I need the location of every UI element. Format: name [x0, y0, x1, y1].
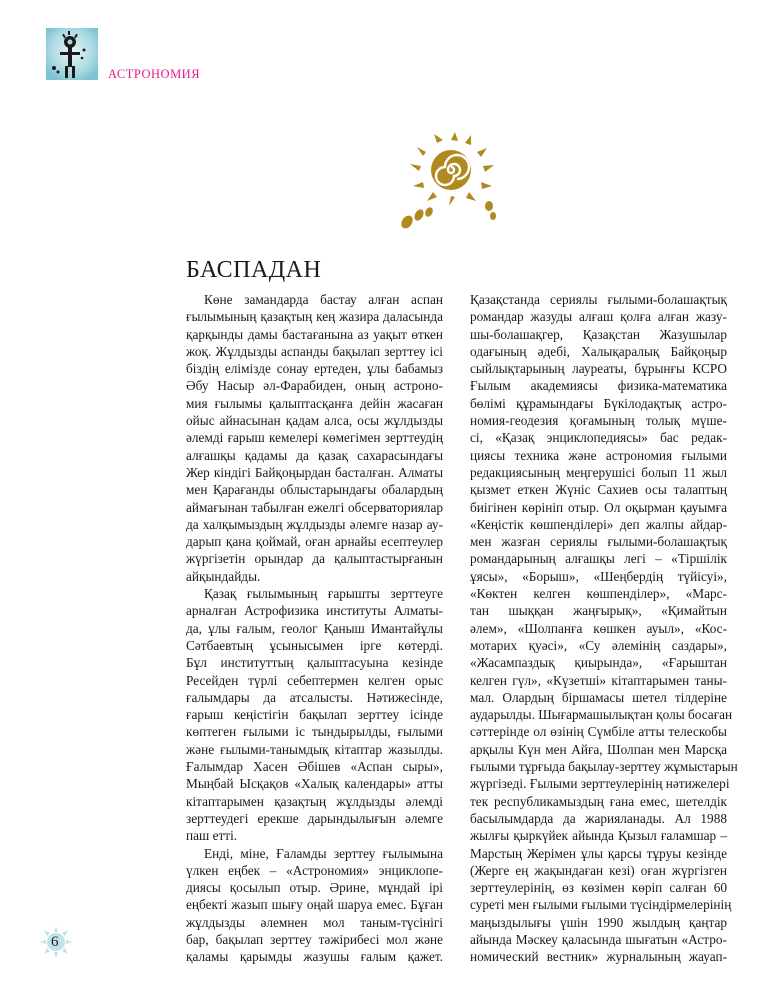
text-line: суреті мен ғылыми ғылыми түсіндірмелерінің — [470, 897, 732, 913]
text-line: Марстың Жерімен ұлы қарсы тұруы кезінде — [470, 845, 727, 861]
text-line: Енді, міне, Ғаламды зерттеу ғылымына — [204, 845, 443, 861]
text-line: Сәтбаевтың ұсынысымен ірге көтерді. — [186, 637, 443, 653]
text-line: қызмет еткен Жүніс Сахиев осы талаптың — [470, 482, 727, 498]
text-line: романдарының алғашқы легі – «Тіршілік — [470, 551, 727, 567]
text-line: номический вестник» журналының жауап- — [470, 949, 727, 965]
text-line: жылғы қыркүйек айында Қызыл ғаламшар – — [470, 828, 727, 844]
text-line: Қазақстанда сериялы ғылыми-болашақтық — [470, 292, 727, 307]
text-line: сәттерінде ол өзінің Сүмбіле атты телескобы — [470, 724, 727, 740]
text-line: мен жазған сериялы ғылыми-болашақтық — [470, 534, 727, 550]
text-line: көптеген ғылыми іс тындырылды, ғылыми — [186, 724, 443, 740]
text-line: әлем», «Шолпанға көшкен ауыл», «Кос- — [470, 620, 727, 636]
text-line: тек республикамыздың ғана емес, шетелдік — [470, 793, 727, 809]
text-line: ұясы», «Борыш», «Шеңбердің түйісуі», — [470, 568, 727, 584]
text-line: Әбу Насыр әл-Фарабиден, оның астроно- — [186, 378, 443, 394]
text-line: мотарих қуәсі», «Су әлемінің саздары», — [470, 637, 727, 653]
text-line: айқындайды. — [186, 568, 261, 584]
text-line: алғашқы қадамы да қазақ сахарасындағы — [186, 447, 443, 463]
text-line: Көне замандарда бастау алған аспан — [204, 292, 443, 307]
text-line: (Жерге ең жақындаған кезі) оған жүргізген — [470, 862, 727, 878]
text-line: зерттеудегі ерекше дарындылығын әлемге — [186, 810, 443, 826]
text-line: циясы техника және астрономия ғылыми — [470, 447, 727, 463]
article-right-column — [470, 291, 738, 966]
text-line: жұлдызды әлемнен мол таным-түсінігі — [186, 914, 443, 930]
text-line: ойыс айнасынан қадам алса, осы жұлдызды — [186, 413, 443, 429]
text-line: мал. Олардың біршамасы шетел тілдеріне — [470, 689, 727, 705]
text-line: «Кеңістік көшпенділері» деп жалпы айдар- — [470, 516, 727, 532]
text-line: редакциясының меңгерушісі болып 11 жыл — [470, 464, 727, 480]
text-line: дарып қана қоймай, оған арнайы есептеулер — [186, 534, 443, 550]
text-line: ғылымының қазақтың кең жазира даласында — [186, 309, 443, 325]
text-line: біздің елімізде сонау ертеден, ұлы бабамыз — [186, 361, 443, 377]
text-line: биігінен көрініп отыр. Ол оқырман қауымға — [470, 499, 727, 515]
text-line: және ғылыми-танымдық кітаптар жазылды. — [186, 741, 443, 757]
text-line: зерттеулерінің, өз көзімен көріп салған 60 — [470, 880, 727, 896]
text-line: аударылды. Шығармашылықтан қолы босаған — [470, 707, 733, 723]
text-line: сыйлықтарының лауреаты, бұрынғы КСРО — [470, 361, 727, 377]
text-line: мия ғылымы қалыптасқанға дейін жасаған — [186, 395, 443, 411]
text-line: қаламы қарымды жазушы ғалым қажет. — [186, 949, 443, 965]
text-line: диясы қосылып отыр. Әрине, мұндай ірі — [186, 880, 443, 896]
text-line: жоқ. Жұлдызды аспанды бақылап зерттеу ісі — [186, 343, 443, 359]
text-line: Бұл институттың қалыптасуына кезінде — [186, 655, 443, 671]
text-line: сі, «Қазақ энциклопедиясы» бас редак- — [470, 430, 727, 446]
text-line: да халқымыздың жұлдызды әлемге назар ау- — [186, 516, 443, 532]
text-line: Жер кіндігі Байқоңырдан басталған. Алматы — [186, 464, 443, 480]
text-line: айында Мәскеу қаласында шығатын «Астро- — [470, 931, 727, 947]
text-line: шы-болашақгер, Қазақстан Жазушылар — [470, 326, 727, 342]
text-line: мен Қарағанды облыстарындағы обалардың — [186, 482, 443, 498]
section-label: АСТРОНОМИЯ — [108, 67, 201, 81]
sun-petroglyph-icon — [393, 132, 505, 232]
text-line: «Көктен келген көшпенділер», «Марс- — [470, 586, 727, 602]
text-line: жүргізеді. Ғылыми зерттеулерінің нәтижелері — [470, 776, 730, 792]
text-line: аймағынан табылған ежелгі обсерваториялар — [186, 499, 443, 515]
text-line: ғылыми тұрғыда бақылау-зерттеу жұмыстарын — [470, 759, 738, 775]
text-line: номия-геодезия қоғамының толық мүше- — [470, 413, 727, 429]
text-line: бөлімі құрамындағы Бүкілодақтық астро- — [470, 395, 727, 411]
text-line: кітаптарымен қазақтың жұлдызды әлемді — [186, 793, 443, 809]
text-line: басылымдарда да жарияланады. Ал 1988 — [470, 810, 727, 826]
text-line: әлемді ғарыш кемелері көмегімен зерттеудің — [186, 430, 443, 446]
text-line: ғалымдары да атсалысты. Нәтижесінде, — [186, 689, 443, 705]
text-line: Мыңбай Ысқақов «Халық календары» атты — [186, 776, 443, 792]
text-line: Ресейден түрлі себептермен келген орыс — [186, 672, 443, 688]
text-line: бар, бақылап зерттеу тәжірибесі мол және — [186, 931, 443, 947]
text-line: «Жасампаздық қиырында», «Ғарыштан — [470, 655, 727, 671]
text-line: да, ұлы ғалым, геолог Қаныш Имантайұлы — [186, 620, 443, 636]
text-line: еңбекті жазып шығу оңай шаруа емес. Бұған — [186, 897, 443, 913]
article-left-column — [186, 291, 443, 966]
text-line: келген гүл», «Күзетші» кітаптарымен таны- — [470, 672, 727, 688]
text-line: жүргізетін орындар да қалыптастырғанын — [186, 551, 443, 567]
text-line: тан шыққан жаңғырық», «Қимайтын — [470, 603, 727, 619]
text-line: арналған Астрофизика институты Алматы- — [186, 603, 443, 619]
text-line: үлкен еңбек – «Астрономия» энциклопе- — [186, 862, 443, 878]
text-line: паш етті. — [186, 828, 238, 844]
text-line: арқылы Күн мен Айға, Шолпан мен Марсқа — [470, 741, 727, 757]
text-line: Қазақ ғылымының ғарышты зерттеуге — [204, 586, 443, 602]
text-line: ғарыш кеңістігін бақылап зерттеу ісінде — [186, 707, 443, 723]
text-line: қарқынды дамы бастағанына аз уақыт өткен — [186, 326, 443, 342]
article-title: БАСПАДАН — [186, 257, 322, 283]
text-line: романдар жазуды алғаш қолға алған жазу- — [470, 309, 727, 325]
text-line: одағының әдебі, Халықаралық Байқоңыр — [470, 343, 727, 359]
text-line: маңыздылығы үшін 1990 жылдың қаңтар — [470, 914, 727, 930]
text-line: Ғылым академиясы физика-математика — [470, 378, 727, 394]
page-number: 6 — [51, 934, 59, 950]
text-line: Ғалымдар Хасен Әбішев «Аспан сыры», — [186, 759, 443, 775]
section-logo-icon — [46, 28, 98, 80]
